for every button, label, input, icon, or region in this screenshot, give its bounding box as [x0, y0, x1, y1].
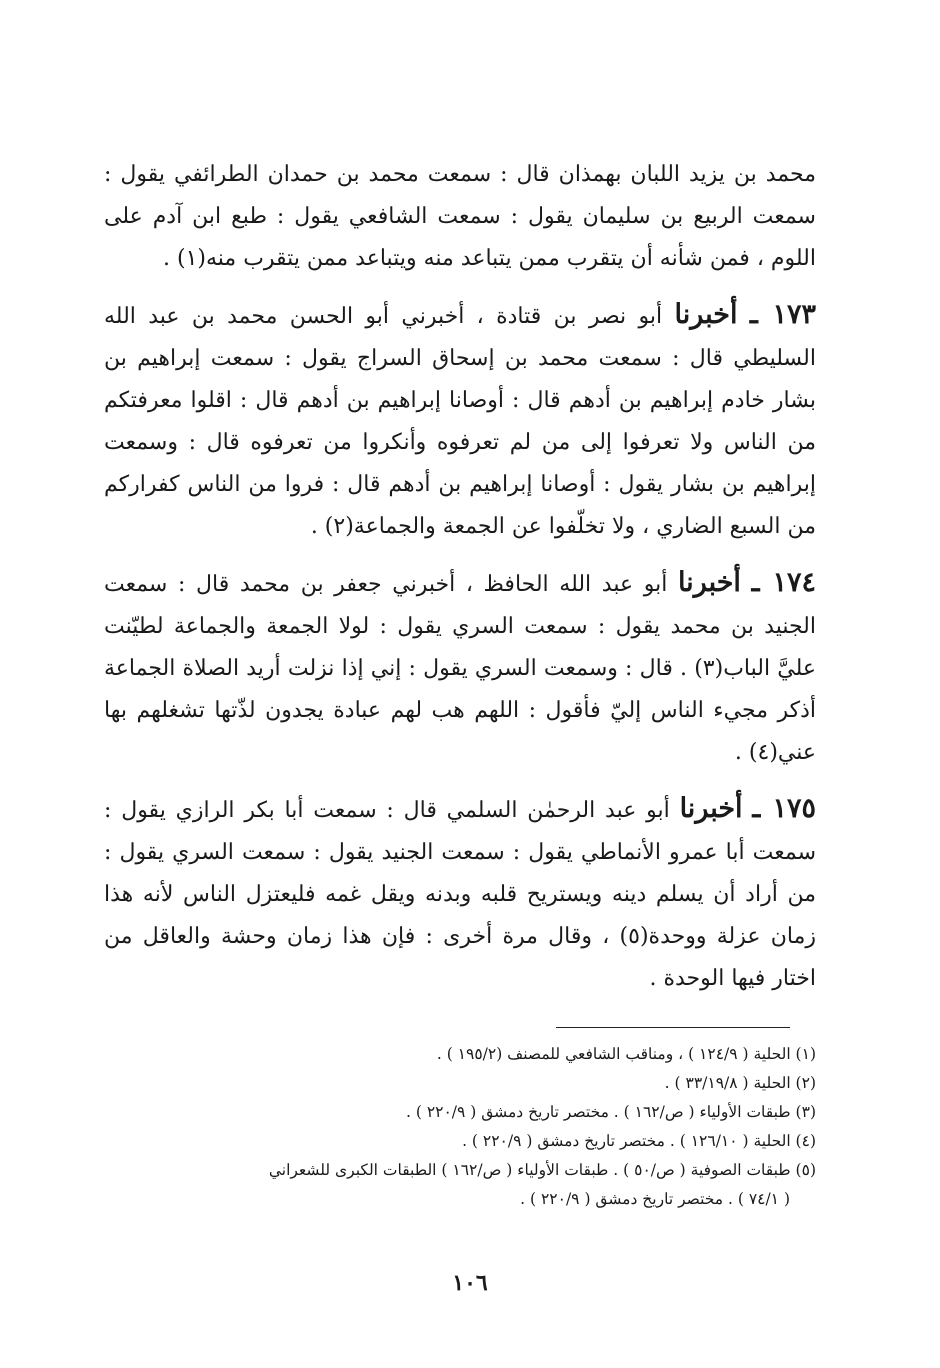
entry-173 [104, 294, 816, 548]
entry-number: ١٧٣ ـ [749, 299, 816, 330]
footnote-separator [556, 1027, 790, 1028]
footnote-1: (١) الحلية ( ١٢٤/٩ ) ، ومناقب الشافعي للمصنف (١٩٥/٢ ) . [436, 1045, 816, 1063]
entry-text: أبو نصر بن قتادة ، أخبرني أبو الحسن محمد بن عبد الله السليطي قال : سمعت محمد بن إسحاق السراج يقول : سمعت إبراهيم بن بشار خادم إبراهيم بن أدهم قال : أوصانا إبراهيم بن أدهم قال : اقلوا معرفتكم من الناس ولا تعرفوا إلى من لم تعرفوه وأنكروا من تعرفوه قال : وسمعت إبراهيم بن بشار يقول : أوصانا إبراهيم بن أدهم قال : فروا من الناس كفراركم من السبع الضاري ، ولا تخلّفوا عن الجمعة والجماعة(٢) . [104, 304, 816, 539]
entry-keyword: أخبرنا [679, 793, 743, 824]
entry-number: ١٧٥ ـ [752, 793, 817, 824]
intro-text: محمد بن يزيد اللبان بهمذان قال : سمعت محمد بن حمدان الطرائفي يقول : سمعت الربيع بن سليمان يقول : سمعت الشافعي يقول : طبع ابن آدم على اللوم ، فمن شأنه أن يتقرب ممن يتباعد منه ويتباعد ممن يتقرب منه(١) . [104, 162, 816, 271]
entry-175 [104, 788, 816, 1000]
page-number: ١٠٦ [452, 1270, 488, 1296]
main-text [104, 154, 816, 1000]
footnote-3: (٣) طبقات الأولياء ( ص/١٦٢ ) . مختصر تاريخ دمشق ( ٢٢٠/٩ ) . [405, 1103, 816, 1121]
footnote-5-continuation: ( ٧٤/١ ) . مختصر تاريخ دمشق ( ٢٢٠/٩ ) . [520, 1190, 790, 1208]
intro-paragraph [104, 154, 816, 280]
footnotes [104, 1040, 816, 1214]
entry-number: ١٧٤ ـ [751, 567, 817, 598]
entry-keyword: أخبرنا [674, 299, 738, 330]
footnote-5: (٥) طبقات الصوفية ( ص/٥٠ ) . طبقات الأولياء ( ص/١٦٢ ) الطبقات الكبرى للشعراني [268, 1161, 816, 1179]
footnote-4: (٤) الحلية ( ١٢٦/١٠ ) . مختصر تاريخ دمشق ( ٢٢٠/٩ ) . [462, 1132, 816, 1150]
entry-174 [104, 562, 816, 774]
entry-text: أبو عبد الله الحافظ ، أخبرني جعفر بن محمد قال : سمعت الجنيد بن محمد يقول : سمعت السري يقول : لولا الجمعة والجماعة لطيّنت عليَّ الباب(٣) . قال : وسمعت السري يقول : إني إذا نزلت أريد الصلاة الجماعة أذكر مجيء الناس إليّ فأقول : اللهم هب لهم عبادة يجدون لذّتها تشغلهم بها عني(٤) . [104, 572, 816, 765]
footnote-2: (٢) الحلية ( ٣٣/١٩/٨ ) . [664, 1074, 816, 1092]
entry-keyword: أخبرنا [677, 567, 741, 598]
entry-text: أبو عبد الرحمٰن السلمي قال : سمعت أبا بكر الرازي يقول : سمعت أبا عمرو الأنماطي يقول : سمعت الجنيد يقول : سمعت السري يقول : من أراد أن يسلم دينه ويستريح قلبه وبدنه ويقل غمه فليعتزل الناس لأنه هذا زمان عزلة ووحدة(٥) ، وقال مرة أخرى : فإن هذا زمان وحشة والعاقل من اختار فيها الوحدة . [104, 798, 816, 991]
